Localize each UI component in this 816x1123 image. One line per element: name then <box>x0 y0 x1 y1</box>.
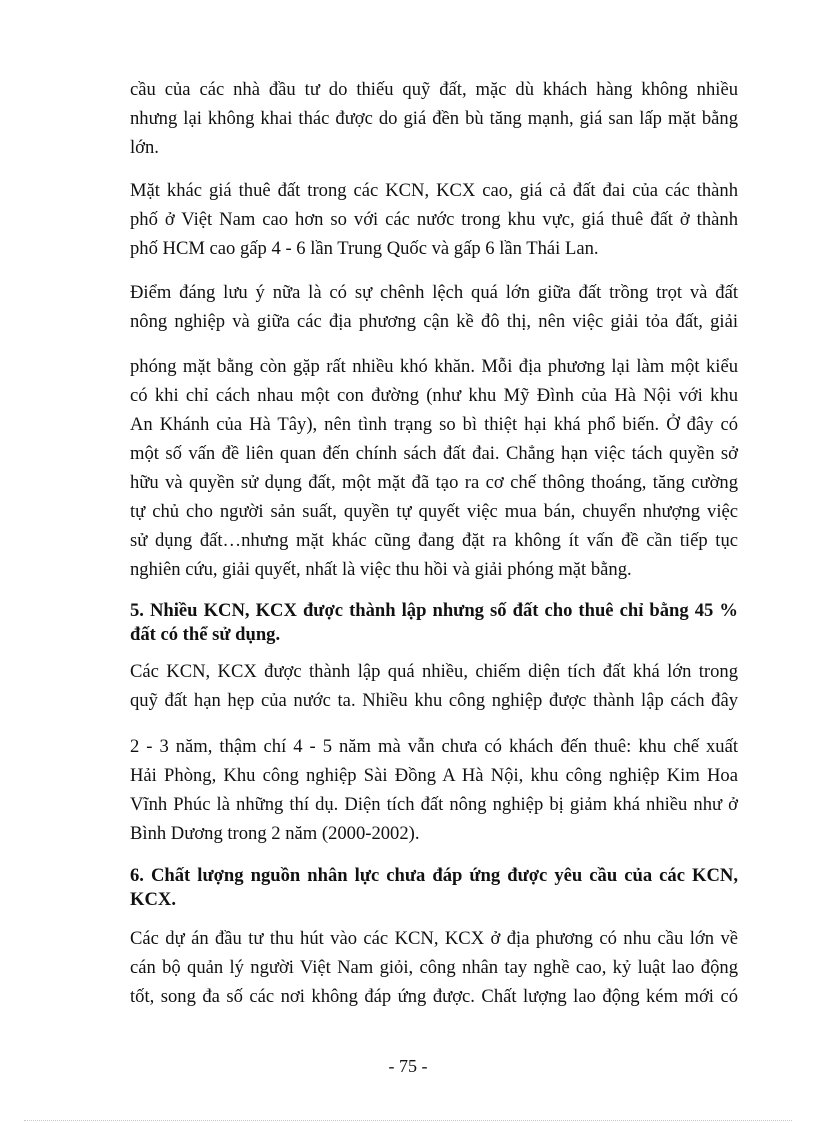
text-line: Mặt khác giá thuê đất trong các KCN, KCX cao, giá cả đất đai của các thành <box>130 180 738 201</box>
text-line: Hải Phòng, Khu công nghiệp Sài Đồng A Hà Nội, khu công nghiệp Kim Hoa <box>130 765 738 786</box>
text-line: tốt, song đa số các nơi không đáp ứng được. Chất lượng lao động kém mới có <box>130 986 738 1007</box>
text-line: Bình Dương trong 2 năm (2000-2002). <box>130 823 420 844</box>
paragraph-labor-quality <box>130 924 738 1011</box>
text-line: có khi chỉ cách nhau một con đường (như khu Mỹ Đình của Hà Nội với khu <box>130 385 738 406</box>
text-line: tự chủ cho người sản suất, quyền tự quyết việc mua bán, chuyển nhượng việc <box>130 501 738 522</box>
text-line: phố ở Việt Nam cao hơn so với các nước trong khu vực, giá thuê đất ở thành <box>130 209 738 230</box>
paragraph-land-difference <box>130 278 738 336</box>
text-line: quỹ đất hạn hẹp của nước ta. Nhiều khu công nghiệp được thành lập cách đây <box>130 690 738 711</box>
text-line: Các KCN, KCX được thành lập quá nhiều, chiếm diện tích đất khá lớn trong <box>130 661 738 682</box>
text-line: Các dự án đầu tư thu hút vào các KCN, KCX ở địa phương có nhu cầu lớn về <box>130 928 738 949</box>
text-line: phóng mặt bằng còn gặp rất nhiều khó khăn. Mỗi địa phương lại làm một kiểu <box>130 356 738 377</box>
section-heading-5 <box>130 599 738 647</box>
text-line: phố HCM cao gấp 4 - 6 lần Trung Quốc và gấp 6 lần Thái Lan. <box>130 238 599 259</box>
text-line: 2 - 3 năm, thậm chí 4 - 5 năm mà vẫn chưa có khách đến thuê: khu chế xuất <box>130 736 738 757</box>
paragraph-vacant-zones <box>130 732 738 848</box>
heading-line: 6. Chất lượng nguồn nhân lực chưa đáp ứng được yêu cầu của các KCN, <box>130 865 738 886</box>
text-line: Vĩnh Phúc là những thí dụ. Diện tích đất nông nghiệp bị giảm khá nhiều như ở <box>130 794 738 815</box>
text-line: nghiên cứu, giải quyết, nhất là việc thu hồi và giải phóng mặt bằng. <box>130 559 632 580</box>
paragraph-site-clearance <box>130 352 738 584</box>
paragraph-land-fund <box>130 75 738 162</box>
text-line: cầu của các nhà đầu tư do thiếu quỹ đất, mặc dù khách hàng không nhiều <box>130 79 738 100</box>
text-line: An Khánh của Hà Tây), nên tình trạng so bì thiệt hại khá phổ biến. Ở đây có <box>130 414 738 435</box>
text-line: hữu và quyền sử dụng đất, một mặt đã tạo ra cơ chế thông thoáng, tăng cường <box>130 472 738 493</box>
text-line: cán bộ quản lý người Việt Nam giỏi, công nhân tay nghề cao, kỷ luật lao động <box>130 957 738 978</box>
text-line: một số vấn đề liên quan đến chính sách đất đai. Chẳng hạn việc tách quyền sở <box>130 443 738 464</box>
page-number: - 75 - <box>388 1056 428 1076</box>
paragraph-land-price <box>130 176 738 263</box>
bottom-divider <box>24 1120 792 1121</box>
heading-line: KCX. <box>130 889 176 910</box>
text-line: sử dụng đất…nhưng mặt khác cũng đang đặt ra không ít vấn đề cần tiếp tục <box>130 530 738 551</box>
text-line: nhưng lại không khai thác được do giá đền bù tăng mạnh, giá san lấp mặt bằng <box>130 108 738 129</box>
heading-line: 5. Nhiều KCN, KCX được thành lập nhưng số đất cho thuê chỉ bằng 45 % <box>130 600 738 621</box>
text-line: lớn. <box>130 137 159 158</box>
text-line: nông nghiệp và giữa các địa phương cận kề đô thị, nên việc giải tỏa đất, giải <box>130 311 738 332</box>
heading-line: đất có thể sử dụng. <box>130 624 281 645</box>
paragraph-too-many-zones <box>130 657 738 715</box>
text-line: Điểm đáng lưu ý nữa là có sự chênh lệch quá lớn giữa đất trồng trọt và đất <box>130 282 738 303</box>
section-heading-6 <box>130 864 738 912</box>
